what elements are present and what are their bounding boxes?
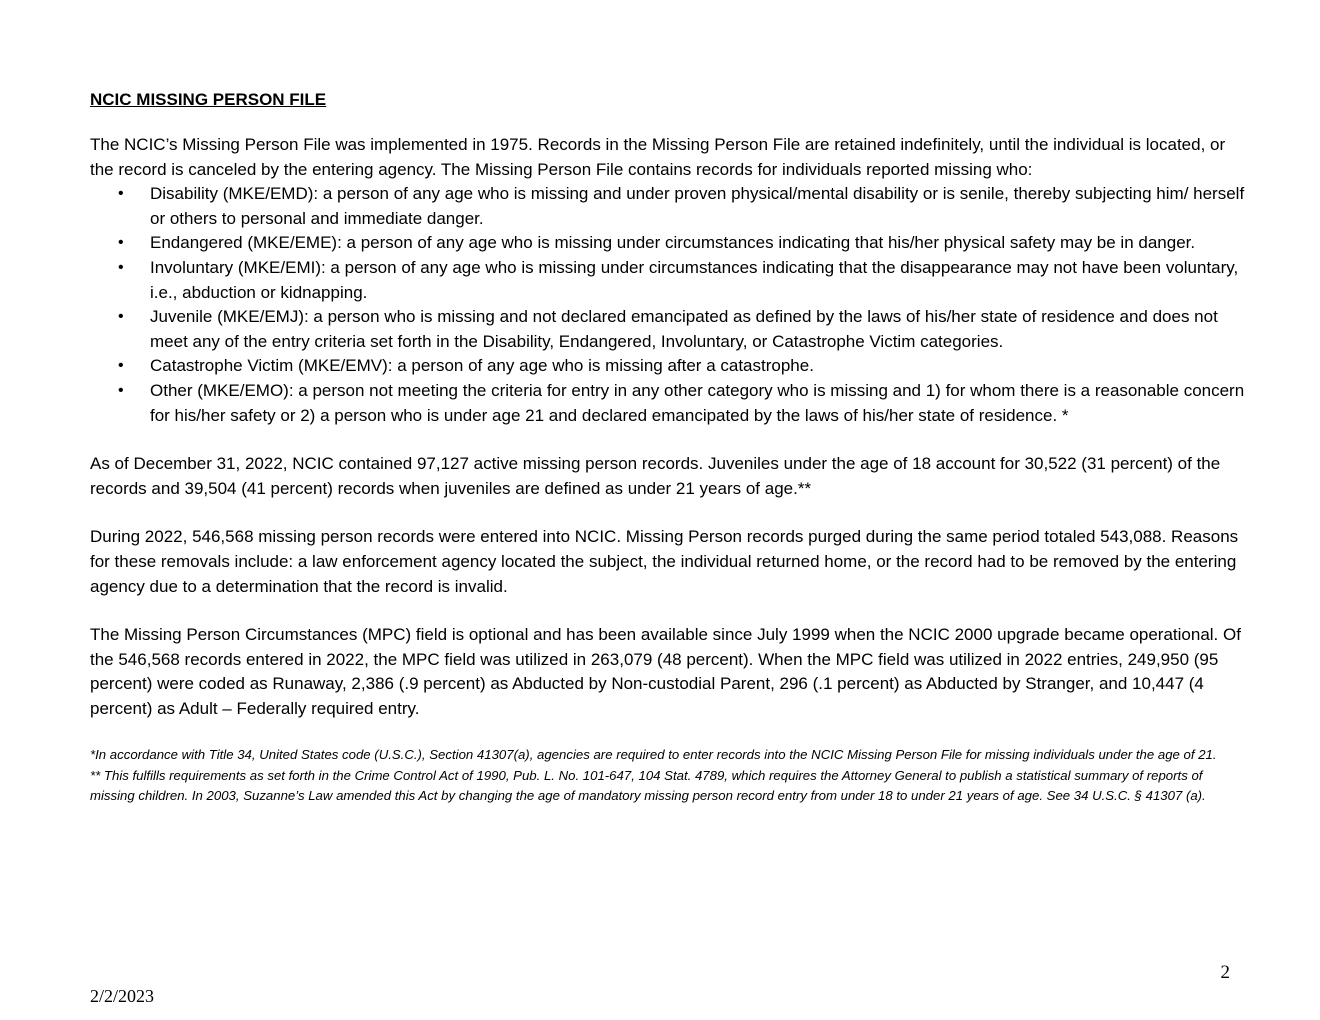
footnote-2: ** This fulfills requirements as set forth in the Crime Control Act of 1990, Pub. L. No. 101-647, 104 Stat. 4789, which requires the Attorney General to publish a statistical summary of reports of missing children. In 2003, Suzanne’s Law amended this Act by changing the age of mandatory missing person record entry from under 18 to under 21 years of age. See 34 U.S.C. § 41307 (a). bbox=[90, 767, 1206, 804]
list-item bbox=[118, 354, 1250, 379]
criteria-text-endangered: Endangered (MKE/EME): a person of any age who is missing under circumstances indicating that his/her physical safety may be in danger. bbox=[150, 233, 1196, 253]
list-item bbox=[118, 256, 1250, 305]
intro-paragraph: The NCIC’s Missing Person File was implemented in 1975. Records in the Missing Person File are retained indefinitely, until the individual is located, or the record is canceled by the entering agency. The Missing Person File contains records for individuals reported missing who: bbox=[90, 135, 1226, 179]
bullet-icon: • bbox=[118, 234, 124, 252]
criteria-text-juvenile: Juvenile (MKE/EMJ): a person who is missing and not declared emancipated as defined by the laws of his/her state of residence and does not meet any of the entry criteria set forth in the Disability, Endangered, Involuntary, or Catastrophe Victim categories. bbox=[150, 307, 1218, 351]
criteria-text-involuntary: Involuntary (MKE/EMI): a person of any age who is missing under circumstances indicating that the disappearance may not have been voluntary, i.e., abduction or kidnapping. bbox=[150, 257, 1239, 302]
bullet-icon: • bbox=[118, 381, 124, 399]
list-item bbox=[118, 379, 1250, 428]
footnotes bbox=[90, 745, 1250, 806]
criteria-list bbox=[90, 182, 1250, 428]
list-item bbox=[118, 305, 1250, 354]
document-date: 2/2/2023 bbox=[90, 986, 155, 1006]
criteria-text-catastrophe: Catastrophe Victim (MKE/EMV): a person of any age who is missing after a catastrophe. bbox=[150, 356, 814, 376]
bullet-icon: • bbox=[118, 258, 124, 276]
bullet-icon: • bbox=[118, 185, 124, 203]
active-records-paragraph: As of December 31, 2022, NCIC contained 97,127 active missing person records. Juveniles under the age of 18 account for 30,522 (31 percent) of the records and 39,504 (41 percent) records when juveniles are defined as under 21 years of age.** bbox=[90, 454, 1221, 498]
mpc-paragraph: The Missing Person Circumstances (MPC) field is optional and has been available since July 1999 when the NCIC 2000 upgrade became operational. Of the 546,568 records entered in 2022, the MPC field was utilized in 263,079 (48 percent). When the MPC field was utilized in 2022 entries, 249,950 (95 percent) were coded as Runaway, 2,386 (.9 percent) as Abducted by Non-custodial Parent, 296 (.1 percent) as Abducted by Stranger, and 10,447 (4 percent) as Adult – Federally required entry. bbox=[90, 625, 1241, 718]
entries-paragraph: During 2022, 546,568 missing person records were entered into NCIC. Missing Person records purged during the same period totaled 543,088. Reasons for these removals include: a law enforcement agency located the subject, the individual returned home, or the record had to be removed by the entering agency due to a determination that the record is invalid. bbox=[90, 527, 1239, 596]
criteria-text-other: Other (MKE/EMO): a person not meeting the criteria for entry in any other category who is missing and 1) for whom there is a reasonable concern for his/her safety or 2) a person who is under age 21 and declared emancipated by the laws of his/her state of residence. * bbox=[150, 380, 1245, 425]
list-item bbox=[118, 182, 1250, 231]
page-title: NCIC MISSING PERSON FILE bbox=[90, 90, 327, 109]
page-number: 2 bbox=[1220, 962, 1230, 983]
footnote-1: *In accordance with Title 34, United States code (U.S.C.), Section 41307(a), agencies are required to enter records into the NCIC Missing Person File for missing individuals under the age of 21. bbox=[90, 747, 1217, 763]
bullet-icon: • bbox=[118, 357, 124, 375]
criteria-text-disability: Disability (MKE/EMD): a person of any age who is missing and under proven physical/mental disability or is senile, thereby subjecting him/ herself or others to personal and immediate danger. bbox=[150, 184, 1245, 228]
list-item bbox=[118, 231, 1250, 256]
document-page bbox=[90, 88, 1250, 807]
bullet-icon: • bbox=[118, 308, 124, 326]
